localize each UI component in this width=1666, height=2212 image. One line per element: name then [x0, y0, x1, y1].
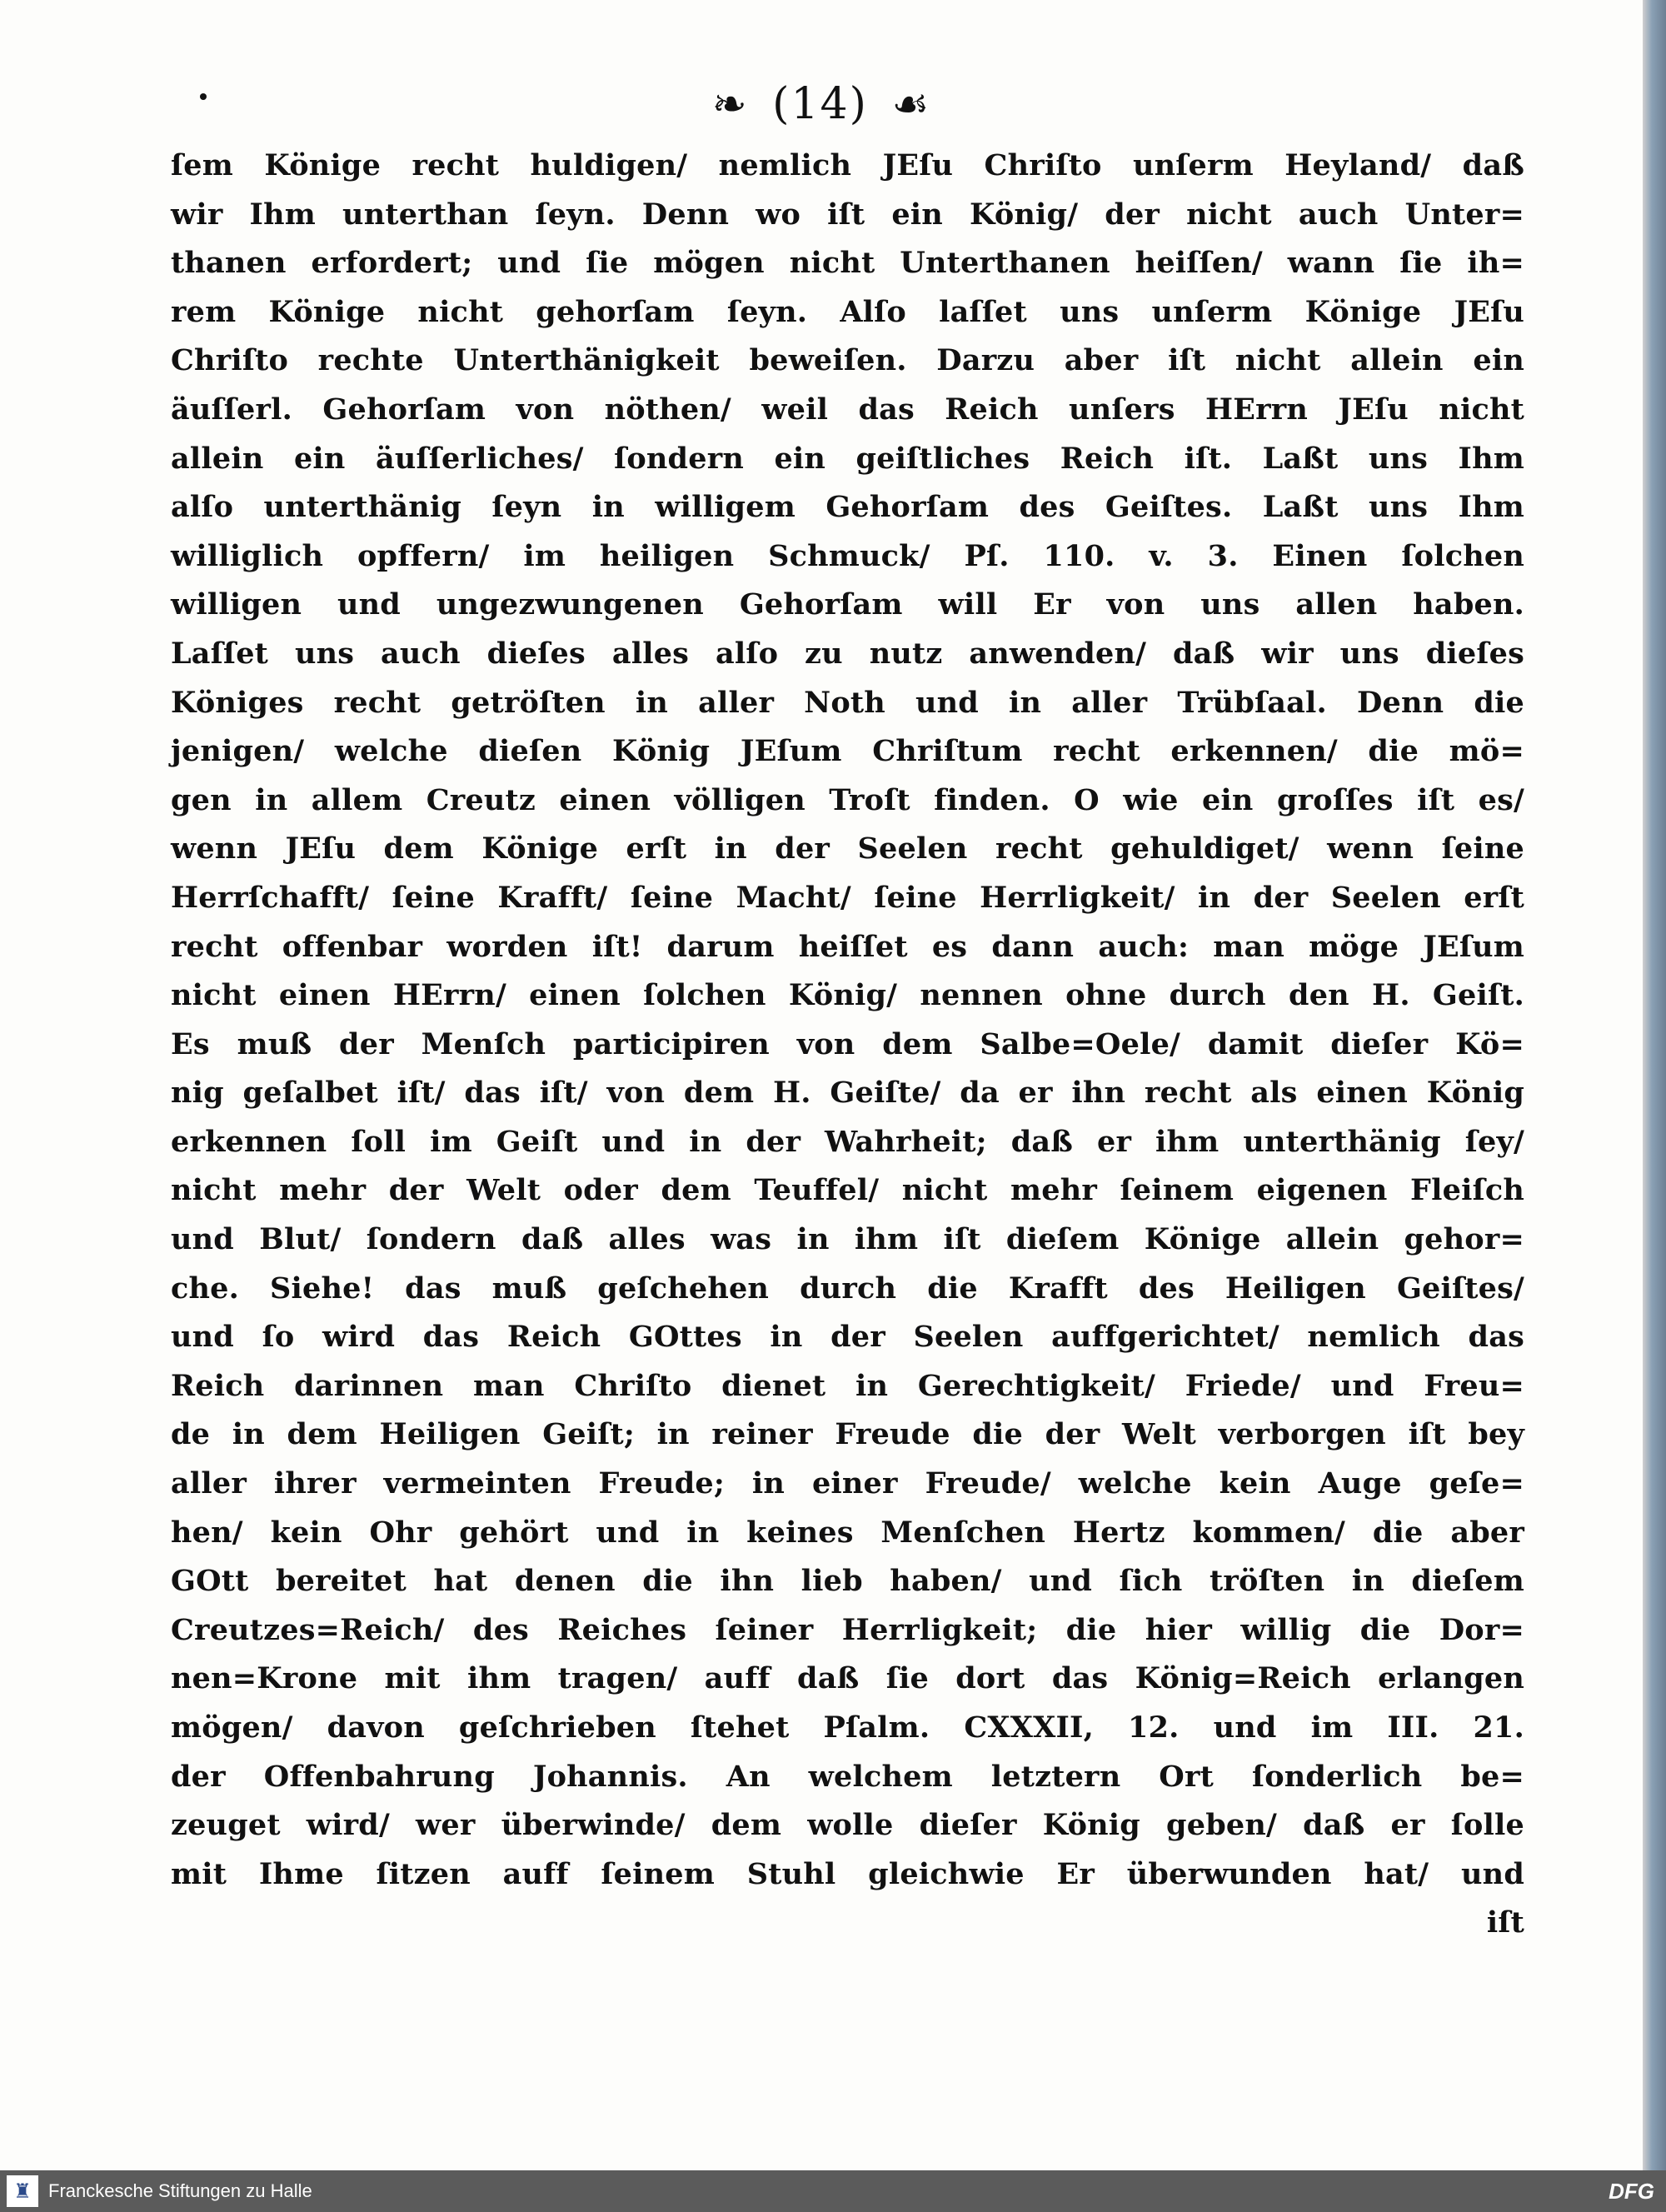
- text-line: nicht einen HErrn/ einen ſolchen König/ nennen ohne durch den H. Geiſt.: [171, 978, 1524, 1013]
- text-line: erkennen ſoll im Geiſt und in der Wahrheit; daß er ihm unterthänig ſey/: [171, 1124, 1524, 1159]
- text-line: nig geſalbet iſt/ das iſt/ von dem H. Geiſte/ da er ihn recht als einen König: [171, 1076, 1524, 1111]
- scan-edge: [1643, 0, 1666, 2170]
- text-line: hen/ kein Ohr gehört und in keines Menſchen Hertz kommen/ die aber: [171, 1515, 1524, 1550]
- text-line: wir Ihm unterthan ſeyn. Denn wo iſt ein König/ der nicht auch Unter=: [171, 197, 1524, 232]
- text-line: Laſſet uns auch dieſes alles alſo zu nutz anwenden/ daß wir uns dieſes: [171, 636, 1524, 671]
- text-line: und ſo wird das Reich GOttes in der Seelen auffgerichtet/ nemlich das: [171, 1320, 1524, 1355]
- text-line: GOtt bereitet hat denen die ihn lieb haben/ und ſich tröſten in dieſem: [171, 1564, 1524, 1599]
- text-line: der Offenbahrung Johannis. An welchem letztern Ort ſonderlich be=: [171, 1759, 1524, 1794]
- institution-name: Franckesche Stiftungen zu Halle: [48, 2180, 312, 2201]
- page-header: [0, 79, 1643, 129]
- text-line: gen in allem Creutz einen völligen Troſt finden. O wie ein groſſes iſt es/: [171, 782, 1524, 817]
- ornament-right-icon: ☙: [891, 80, 931, 128]
- page-number: (14): [772, 79, 868, 129]
- text-line: Creutzes=Reich/ des Reiches ſeiner Herrligkeit; die hier willig die Dor=: [171, 1612, 1524, 1647]
- text-line: allein ein äuſſerliches/ ſondern ein geiſtliches Reich iſt. Laßt uns Ihm: [171, 441, 1524, 476]
- text-line: nicht mehr der Welt oder dem Teuffel/ nicht mehr ſeinem eigenen Fleiſch: [171, 1173, 1524, 1208]
- text-line: Es muß der Menſch participiren von dem Salbe=Oele/ damit dieſer Kö=: [171, 1026, 1524, 1061]
- text-line: thanen erfordert; und ſie mögen nicht Unterthanen heiſſen/ wann ſie ih=: [171, 246, 1524, 281]
- text-line: und Blut/ ſondern daß alles was in ihm iſt dieſem Könige allein gehor=: [171, 1222, 1524, 1257]
- text-line: Herrſchafft/ ſeine Krafft/ ſeine Macht/ ſeine Herrligkeit/ in der Seelen erſt: [171, 880, 1524, 915]
- text-line: zeuget wird/ wer überwinde/ dem wolle dieſer König geben/ daß er ſolle: [171, 1808, 1524, 1843]
- text-line: de in dem Heiligen Geiſt; in reiner Freude die der Welt verborgen iſt bey: [171, 1417, 1524, 1452]
- text-line: willigen und ungezwungenen Gehorſam will Er von uns allen haben.: [171, 587, 1524, 622]
- text-line: mögen/ davon geſchrieben ſtehet Pſalm. CXXXII, 12. und im III. 21.: [171, 1710, 1524, 1745]
- institution-logo-icon: ♜: [7, 2175, 38, 2207]
- text-line: nen=Krone mit ihm tragen/ auff daß ſie dort das König=Reich erlangen: [171, 1661, 1524, 1696]
- text-line: che. Siehe! das muß geſchehen durch die Krafft des Heiligen Geiſtes/: [171, 1271, 1524, 1306]
- catchword: iſt: [1486, 1905, 1524, 1940]
- funder-logo: DFG: [1609, 2179, 1654, 2204]
- text-line: mit Ihme ſitzen auff ſeinem Stuhl gleichwie Er überwunden hat/ und: [171, 1856, 1524, 1891]
- text-line: rem Könige nicht gehorſam ſeyn. Alſo laſſet uns unſerm Könige JEſu: [171, 294, 1524, 329]
- text-line: Reich darinnen man Chriſto dienet in Gerechtigkeit/ Friede/ und Freu=: [171, 1368, 1524, 1403]
- text-line: aller ihrer vermeinten Freude; in einer Freude/ welche kein Auge geſe=: [171, 1466, 1524, 1501]
- body-text: [171, 142, 1524, 1948]
- text-line: williglich opffern/ im heiligen Schmuck/ Pſ. 110. v. 3. Einen ſolchen: [171, 538, 1524, 573]
- text-line: wenn JEſu dem Könige erſt in der Seelen recht gehuldiget/ wenn ſeine: [171, 831, 1524, 866]
- text-line: ſem Könige recht huldigen/ nemlich JEſu Chriſto unſerm Heyland/ daß: [171, 148, 1524, 182]
- ornament-left-icon: ❧: [711, 80, 749, 128]
- text-line: Königes recht getröſten in aller Noth und in aller Trübſaal. Denn die: [171, 685, 1524, 720]
- text-line: recht offenbar worden iſt! darum heiſſet es dann auch: man möge JEſum: [171, 929, 1524, 964]
- text-line: alſo unterthänig ſeyn in willigem Gehorſam des Geiſtes. Laßt uns Ihm: [171, 490, 1524, 525]
- footer-bar: [0, 2170, 1666, 2212]
- text-line: äuſſerl. Gehorſam von nöthen/ weil das Reich unſers HErrn JEſu nicht: [171, 392, 1524, 427]
- text-line: jenigen/ welche dieſen König JEſum Chriſtum recht erkennen/ die mö=: [171, 734, 1524, 769]
- text-line: Chriſto rechte Unterthänigkeit beweiſen. Darzu aber iſt nicht allein ein: [171, 343, 1524, 378]
